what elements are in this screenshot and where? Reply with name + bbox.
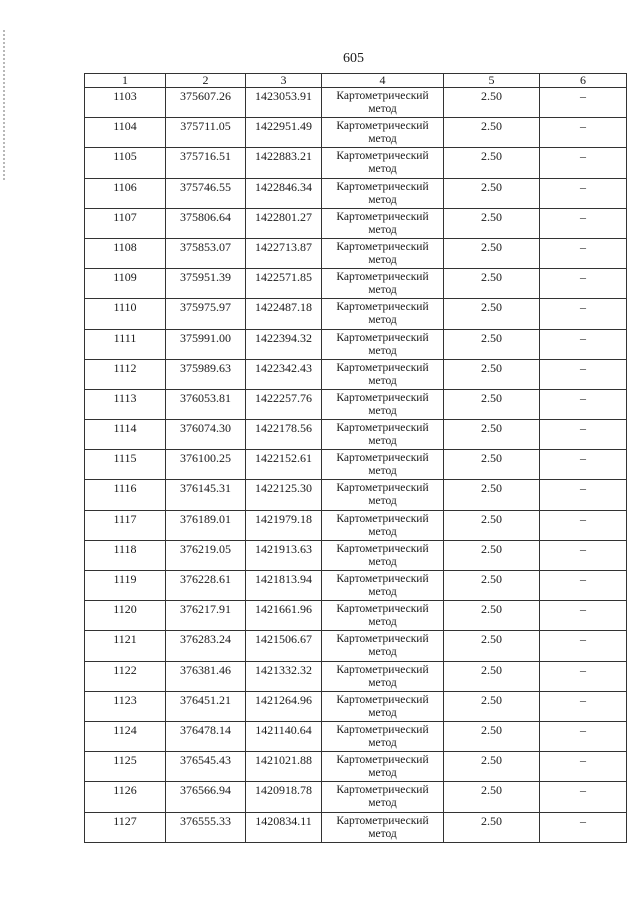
point-number-cell: 1114 <box>85 420 166 450</box>
accuracy-cell: 2.50 <box>444 721 540 751</box>
x-coordinate-cell: 376219.05 <box>166 540 246 570</box>
x-coordinate-cell: 376545.43 <box>166 752 246 782</box>
y-coordinate-cell: 1421332.32 <box>246 661 322 691</box>
x-coordinate-cell: 375989.63 <box>166 359 246 389</box>
method-cell: Картометрический метод <box>322 752 444 782</box>
point-number-cell: 1126 <box>85 782 166 812</box>
point-number-cell: 1117 <box>85 510 166 540</box>
note-cell: – <box>540 450 627 480</box>
x-coordinate-cell: 375716.51 <box>166 148 246 178</box>
point-number-cell: 1115 <box>85 450 166 480</box>
y-coordinate-cell: 1420918.78 <box>246 782 322 812</box>
accuracy-cell: 2.50 <box>444 88 540 118</box>
y-coordinate-cell: 1422951.49 <box>246 118 322 148</box>
method-cell: Картометрический метод <box>322 661 444 691</box>
x-coordinate-cell: 376555.33 <box>166 812 246 842</box>
x-coordinate-cell: 376228.61 <box>166 571 246 601</box>
method-cell: Картометрический метод <box>322 631 444 661</box>
y-coordinate-cell: 1422152.61 <box>246 450 322 480</box>
method-cell: Картометрический метод <box>322 601 444 631</box>
point-number-cell: 1120 <box>85 601 166 631</box>
table-row <box>85 88 627 118</box>
point-number-cell: 1111 <box>85 329 166 359</box>
x-coordinate-cell: 376100.25 <box>166 450 246 480</box>
y-coordinate-cell: 1422487.18 <box>246 299 322 329</box>
table-row <box>85 691 627 721</box>
point-number-cell: 1105 <box>85 148 166 178</box>
accuracy-cell: 2.50 <box>444 299 540 329</box>
note-cell: – <box>540 540 627 570</box>
page-number: 605 <box>343 51 364 66</box>
header-cell-2: 2 <box>166 74 246 88</box>
method-cell: Картометрический метод <box>322 118 444 148</box>
accuracy-cell: 2.50 <box>444 480 540 510</box>
accuracy-cell: 2.50 <box>444 510 540 540</box>
table-row <box>85 721 627 751</box>
x-coordinate-cell: 376145.31 <box>166 480 246 510</box>
y-coordinate-cell: 1422883.21 <box>246 148 322 178</box>
method-cell: Картометрический метод <box>322 359 444 389</box>
note-cell: – <box>540 631 627 661</box>
y-coordinate-cell: 1421813.94 <box>246 571 322 601</box>
method-cell: Картометрический метод <box>322 450 444 480</box>
x-coordinate-cell: 375711.05 <box>166 118 246 148</box>
method-cell: Картометрический метод <box>322 389 444 419</box>
y-coordinate-cell: 1421661.96 <box>246 601 322 631</box>
method-cell: Картометрический метод <box>322 269 444 299</box>
y-coordinate-cell: 1422125.30 <box>246 480 322 510</box>
note-cell: – <box>540 208 627 238</box>
accuracy-cell: 2.50 <box>444 389 540 419</box>
x-coordinate-cell: 376053.81 <box>166 389 246 419</box>
table-row <box>85 178 627 208</box>
point-number-cell: 1116 <box>85 480 166 510</box>
method-cell: Картометрический метод <box>322 329 444 359</box>
method-cell: Картометрический метод <box>322 691 444 721</box>
point-number-cell: 1108 <box>85 238 166 268</box>
accuracy-cell: 2.50 <box>444 238 540 268</box>
table-row <box>85 359 627 389</box>
table-row <box>85 752 627 782</box>
method-cell: Картометрический метод <box>322 148 444 178</box>
table-header <box>85 74 627 88</box>
y-coordinate-cell: 1422571.85 <box>246 269 322 299</box>
x-coordinate-cell: 376283.24 <box>166 631 246 661</box>
point-number-cell: 1125 <box>85 752 166 782</box>
table-row <box>85 601 627 631</box>
table-body <box>85 88 627 843</box>
point-number-cell: 1107 <box>85 208 166 238</box>
header-cell-5: 5 <box>444 74 540 88</box>
note-cell: – <box>540 148 627 178</box>
table-row <box>85 238 627 268</box>
y-coordinate-cell: 1422394.32 <box>246 329 322 359</box>
point-number-cell: 1123 <box>85 691 166 721</box>
table-row <box>85 148 627 178</box>
method-cell: Картометрический метод <box>322 420 444 450</box>
x-coordinate-cell: 375806.64 <box>166 208 246 238</box>
note-cell: – <box>540 752 627 782</box>
accuracy-cell: 2.50 <box>444 178 540 208</box>
x-coordinate-cell: 376381.46 <box>166 661 246 691</box>
header-cell-4: 4 <box>322 74 444 88</box>
table-row <box>85 510 627 540</box>
point-number-cell: 1113 <box>85 389 166 419</box>
note-cell: – <box>540 601 627 631</box>
y-coordinate-cell: 1423053.91 <box>246 88 322 118</box>
table-row <box>85 631 627 661</box>
y-coordinate-cell: 1422342.43 <box>246 359 322 389</box>
accuracy-cell: 2.50 <box>444 269 540 299</box>
note-cell: – <box>540 359 627 389</box>
y-coordinate-cell: 1421021.88 <box>246 752 322 782</box>
accuracy-cell: 2.50 <box>444 540 540 570</box>
note-cell: – <box>540 782 627 812</box>
table-row <box>85 812 627 842</box>
table-row <box>85 118 627 148</box>
y-coordinate-cell: 1421913.63 <box>246 540 322 570</box>
method-cell: Картометрический метод <box>322 721 444 751</box>
point-number-cell: 1124 <box>85 721 166 751</box>
point-number-cell: 1110 <box>85 299 166 329</box>
accuracy-cell: 2.50 <box>444 118 540 148</box>
x-coordinate-cell: 375746.55 <box>166 178 246 208</box>
table-row <box>85 389 627 419</box>
accuracy-cell: 2.50 <box>444 782 540 812</box>
note-cell: – <box>540 510 627 540</box>
y-coordinate-cell: 1420834.11 <box>246 812 322 842</box>
table-row <box>85 480 627 510</box>
note-cell: – <box>540 571 627 601</box>
point-number-cell: 1103 <box>85 88 166 118</box>
method-cell: Картометрический метод <box>322 208 444 238</box>
point-number-cell: 1119 <box>85 571 166 601</box>
scan-edge-artifact <box>3 30 5 180</box>
note-cell: – <box>540 299 627 329</box>
x-coordinate-cell: 376451.21 <box>166 691 246 721</box>
method-cell: Картометрический метод <box>322 571 444 601</box>
note-cell: – <box>540 88 627 118</box>
x-coordinate-cell: 376217.91 <box>166 601 246 631</box>
accuracy-cell: 2.50 <box>444 571 540 601</box>
accuracy-cell: 2.50 <box>444 420 540 450</box>
note-cell: – <box>540 480 627 510</box>
point-number-cell: 1104 <box>85 118 166 148</box>
y-coordinate-cell: 1421140.64 <box>246 721 322 751</box>
table-row <box>85 540 627 570</box>
x-coordinate-cell: 375607.26 <box>166 88 246 118</box>
accuracy-cell: 2.50 <box>444 691 540 721</box>
header-cell-3: 3 <box>246 74 322 88</box>
y-coordinate-cell: 1422257.76 <box>246 389 322 419</box>
note-cell: – <box>540 118 627 148</box>
accuracy-cell: 2.50 <box>444 208 540 238</box>
accuracy-cell: 2.50 <box>444 752 540 782</box>
point-number-cell: 1122 <box>85 661 166 691</box>
point-number-cell: 1106 <box>85 178 166 208</box>
x-coordinate-cell: 376074.30 <box>166 420 246 450</box>
accuracy-cell: 2.50 <box>444 661 540 691</box>
method-cell: Картометрический метод <box>322 510 444 540</box>
x-coordinate-cell: 375853.07 <box>166 238 246 268</box>
x-coordinate-cell: 375991.00 <box>166 329 246 359</box>
accuracy-cell: 2.50 <box>444 359 540 389</box>
accuracy-cell: 2.50 <box>444 812 540 842</box>
y-coordinate-cell: 1421264.96 <box>246 691 322 721</box>
method-cell: Картометрический метод <box>322 782 444 812</box>
x-coordinate-cell: 375975.97 <box>166 299 246 329</box>
method-cell: Картометрический метод <box>322 88 444 118</box>
y-coordinate-cell: 1422713.87 <box>246 238 322 268</box>
point-number-cell: 1121 <box>85 631 166 661</box>
note-cell: – <box>540 420 627 450</box>
table-row <box>85 329 627 359</box>
x-coordinate-cell: 376478.14 <box>166 721 246 751</box>
accuracy-cell: 2.50 <box>444 329 540 359</box>
table-row <box>85 661 627 691</box>
method-cell: Картометрический метод <box>322 238 444 268</box>
table-row <box>85 420 627 450</box>
y-coordinate-cell: 1422846.34 <box>246 178 322 208</box>
y-coordinate-cell: 1421979.18 <box>246 510 322 540</box>
method-cell: Картометрический метод <box>322 480 444 510</box>
accuracy-cell: 2.50 <box>444 450 540 480</box>
table-row <box>85 782 627 812</box>
header-cell-1: 1 <box>85 74 166 88</box>
point-number-cell: 1109 <box>85 269 166 299</box>
point-number-cell: 1127 <box>85 812 166 842</box>
method-cell: Картометрический метод <box>322 812 444 842</box>
note-cell: – <box>540 269 627 299</box>
point-number-cell: 1118 <box>85 540 166 570</box>
x-coordinate-cell: 376566.94 <box>166 782 246 812</box>
x-coordinate-cell: 376189.01 <box>166 510 246 540</box>
y-coordinate-cell: 1421506.67 <box>246 631 322 661</box>
note-cell: – <box>540 329 627 359</box>
header-row <box>85 74 627 88</box>
note-cell: – <box>540 812 627 842</box>
note-cell: – <box>540 721 627 751</box>
accuracy-cell: 2.50 <box>444 631 540 661</box>
table-row <box>85 450 627 480</box>
y-coordinate-cell: 1422178.56 <box>246 420 322 450</box>
table-row <box>85 571 627 601</box>
method-cell: Картометрический метод <box>322 540 444 570</box>
x-coordinate-cell: 375951.39 <box>166 269 246 299</box>
header-cell-6: 6 <box>540 74 627 88</box>
y-coordinate-cell: 1422801.27 <box>246 208 322 238</box>
point-number-cell: 1112 <box>85 359 166 389</box>
note-cell: – <box>540 178 627 208</box>
accuracy-cell: 2.50 <box>444 148 540 178</box>
coordinates-table <box>84 73 627 843</box>
note-cell: – <box>540 691 627 721</box>
note-cell: – <box>540 238 627 268</box>
table-row <box>85 208 627 238</box>
method-cell: Картометрический метод <box>322 178 444 208</box>
accuracy-cell: 2.50 <box>444 601 540 631</box>
table-row <box>85 269 627 299</box>
table-row <box>85 299 627 329</box>
note-cell: – <box>540 389 627 419</box>
method-cell: Картометрический метод <box>322 299 444 329</box>
note-cell: – <box>540 661 627 691</box>
